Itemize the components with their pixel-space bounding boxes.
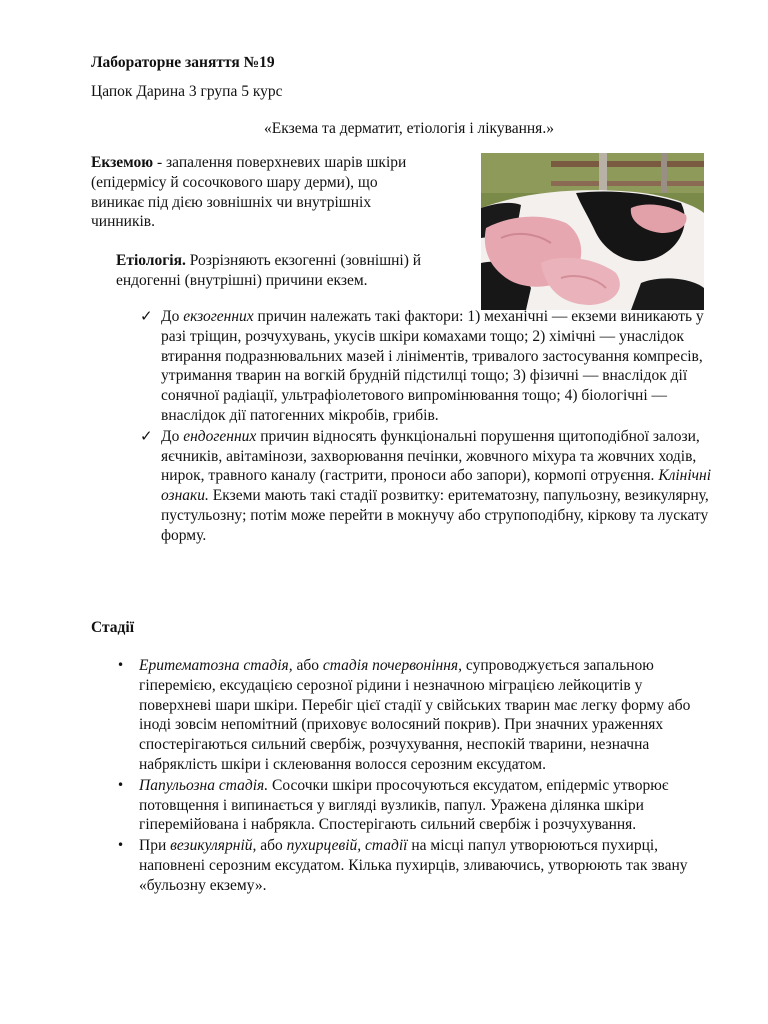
stage-lead: При (139, 837, 171, 855)
intro-text: - запалення поверхневих шарів шкіри (епідермісу й сосочкового шару дерми), що виникає під дією зовнішніх чи внутрішніх чинників. (91, 154, 407, 231)
stage-name: Еритематозна стадія, (139, 657, 293, 674)
cause-text: причин відносять функціональні порушення щитоподібної залози, яєчників, авітамінози, захворювання печінки, жовчного міхура та жовчних ходів, нирок, травного каналу (гастрити, проноси або запори), кормопі отруєння. (161, 427, 700, 485)
stage-name: Папульозна стадія. (139, 776, 269, 794)
photo-illustration (481, 153, 704, 310)
cause-italic: екзогенних (183, 308, 254, 325)
clinical-signs-text: Екземи мають такі стадії розвитку: еритематозну, папульозну, везикулярну, пустульозну; потім може перейти в мокнучу або струпоподібну, кіркову та лускату форму. (161, 487, 709, 544)
bullet-icon: • (117, 658, 125, 672)
checkmark-icon: ✓ (140, 307, 153, 325)
stage-text: на місці папул утворюються пухирці, наповнені серозним ексудатом. Кілька пухирців, зливаючись, утворюють так звану «бульозну екзему». (139, 837, 688, 894)
causes-list (140, 307, 720, 546)
etiology-paragraph (116, 251, 466, 291)
stage-text: супроводжується запальною гіперемією, ексудацією серозної рідини і незначною міграцією лейкоцитів у поверхневі шари шкіри. Перебіг цієї стадії у свійських тварин має легку форму або іноді зовсім непомітний (приховує волосяний покрив). При значних ураженнях спостерігаються сильний свербіж, розчухування, неспокій тварини, незначна набряклість шкіри і склеювання волосся серозним ексудатом. (139, 657, 691, 773)
intro-paragraph (91, 153, 431, 232)
stage-mid: або (256, 837, 287, 855)
author-line: Цапок Дарина 3 група 5 курс (91, 83, 283, 100)
document-title: Лабораторне заняття №19 (91, 54, 275, 71)
list-item (140, 307, 720, 426)
stages-list (117, 656, 717, 896)
clinical-signs-label: Клінічні ознаки. (161, 467, 712, 505)
cause-lead: До (161, 427, 184, 445)
list-item (117, 656, 717, 775)
stage-alt-name: стадія почервоніння, (322, 657, 463, 674)
list-item (140, 427, 720, 546)
topic-line: «Екзема та дерматит, етіологія і лікування.» (264, 120, 554, 137)
list-item (117, 836, 717, 895)
stage-name: везикулярній, (170, 837, 257, 855)
stage-alt-name: пухирцевій, стадії (286, 837, 408, 855)
bullet-icon: • (117, 838, 125, 853)
list-item (117, 776, 717, 835)
cause-lead: До (161, 308, 184, 325)
cause-text: причин належать такі фактори: 1) механічні — екземи виникають у разі тріщин, розчухувань, укусів шкіри комахами тощо; 2) хімічні — унаслідок втирання подразнювальних мазей і лініментів, тривалого застосування компресів, утримання тварин на вогкій брудній підстилці тощо; 3) фізичні — внаслідок дії сонячної радіації, ультрафіолетового випромінювання тощо; 4) біологічні — внаслідок дії патогенних мікробів, грибів. (161, 308, 704, 424)
cause-italic: ендогенних (183, 427, 257, 445)
stages-heading: Стадії (91, 619, 134, 636)
etiology-label: Етіологія. (116, 252, 186, 269)
checkmark-icon: ✓ (140, 426, 153, 445)
stage-text: Сосочки шкіри просочуються ексудатом, епідерміс утворює потовщення і випинається у вигляді вузликів, папул. Уражена ділянка шкіри гіперемійована і набрякла. Спостерігають сильний свербіж і розчухування. (139, 776, 669, 834)
etiology-text: Розрізняють екзогенні (зовнішні) й ендогенні (внутрішні) причини екзем. (116, 252, 422, 289)
bullet-icon: • (117, 777, 125, 792)
stage-mid: або (292, 657, 323, 674)
cow-eczema-photo (481, 153, 704, 310)
intro-term: Екземою (91, 154, 154, 171)
